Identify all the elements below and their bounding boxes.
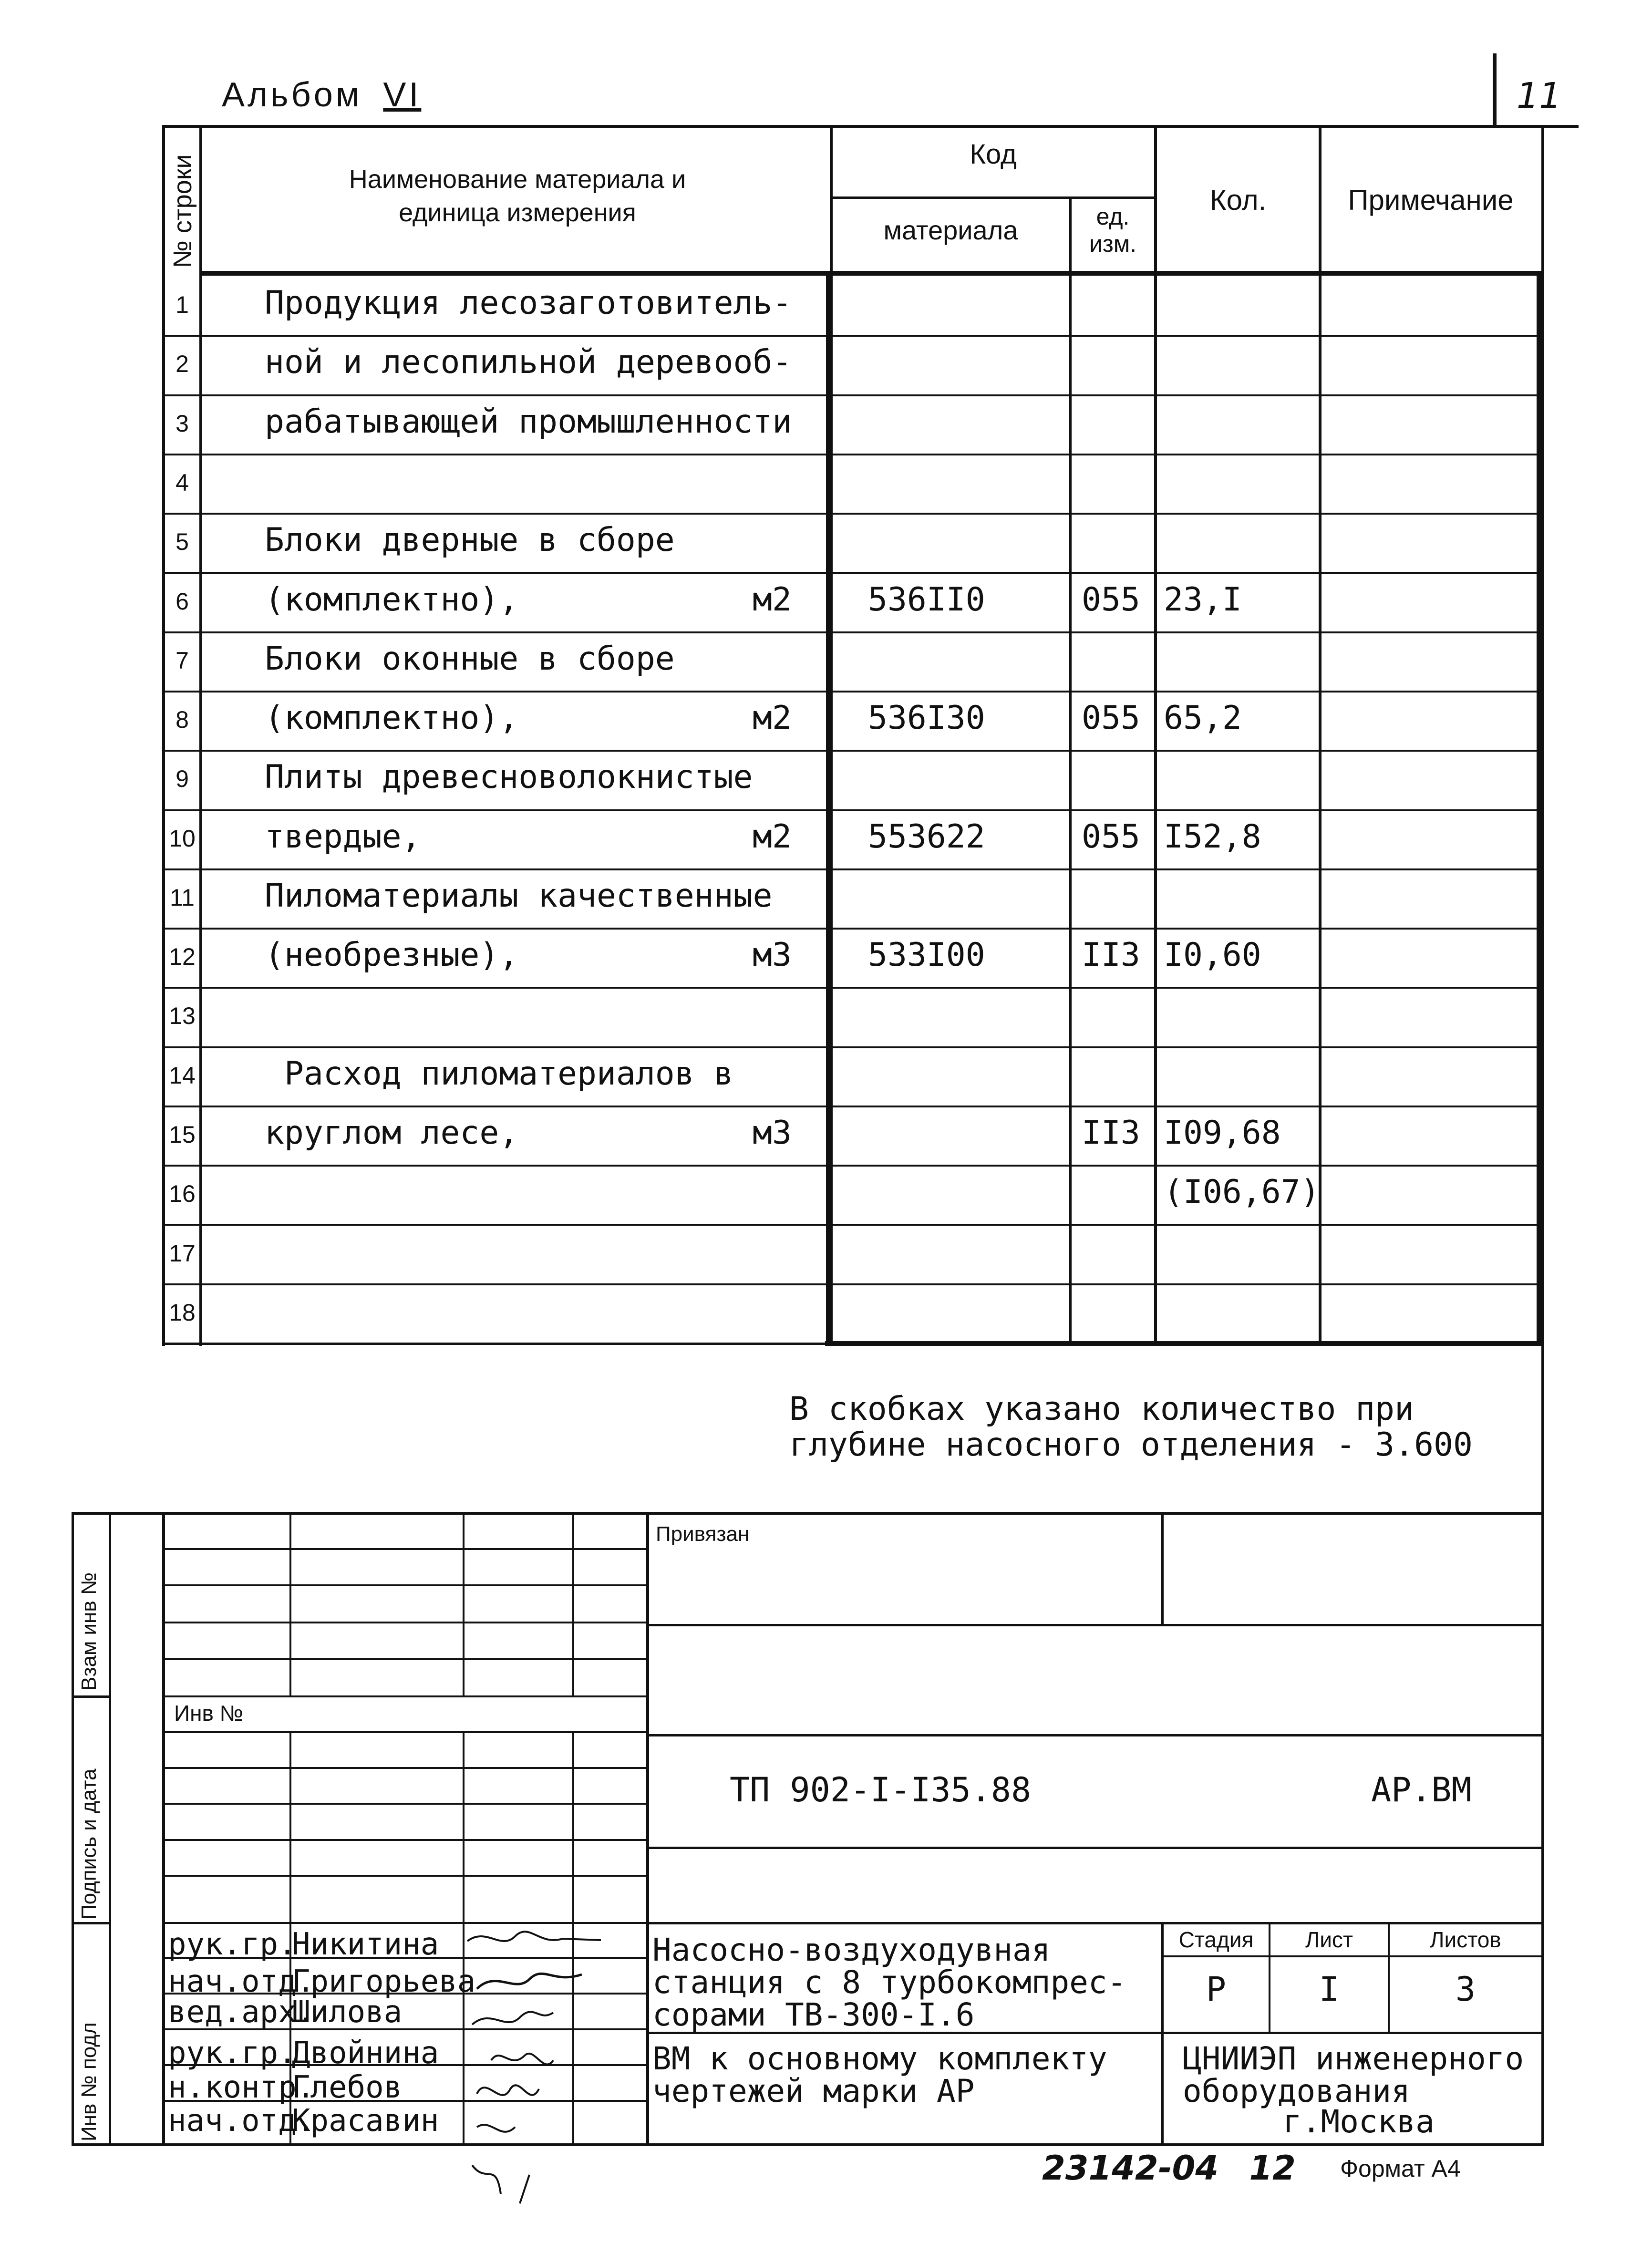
side-vzam-inv: Взам инв № (77, 1572, 101, 1691)
tb-grid-line (162, 1622, 648, 1623)
tb-top (72, 1512, 1544, 1515)
row-quantity: I09,68 (1164, 1114, 1281, 1152)
bold-left-code (826, 271, 832, 1346)
row-divider (162, 1283, 1543, 1285)
row-material-code: 536I30 (868, 699, 985, 737)
header-note: Примечание (1348, 184, 1514, 216)
tb-privyazan-sep (1161, 1512, 1164, 1626)
tb-grid-line (162, 1803, 648, 1805)
signature-role: нач.отд. (168, 1964, 315, 1999)
row-unit: м3 (753, 1114, 792, 1152)
tb-grid-line (162, 1548, 648, 1550)
row-number: 2 (176, 351, 189, 377)
row-unit-code: II3 (1082, 1114, 1140, 1152)
row-number: 12 (169, 943, 196, 970)
header-row-no: № строки (168, 154, 197, 268)
scribble-1 (467, 1932, 601, 1941)
header-material: материала (883, 215, 1018, 245)
row-number: 7 (176, 647, 189, 674)
scribble-5 (477, 2085, 539, 2095)
tb-right (1541, 1512, 1544, 2146)
tb-stage-hdr (1161, 1955, 1543, 1957)
scribble-7 (472, 2165, 529, 2203)
row-material-name: Плиты древесноволокнистые (265, 758, 753, 796)
tb-grid-line (162, 1839, 648, 1841)
header-qty: Кол. (1209, 184, 1267, 216)
row-unit: м3 (753, 936, 792, 974)
tb-grid-line (162, 1658, 648, 1660)
row-material-name: (комплектно), (265, 699, 519, 737)
row-material-name: круглом лесе, (265, 1114, 519, 1152)
tb-inv-no: Инв № (174, 1701, 244, 1726)
page-number: 11 (1517, 75, 1562, 116)
row-number: 18 (169, 1299, 196, 1326)
album-label (222, 75, 421, 114)
row-material-name: Продукция лесозаготовитель- (265, 284, 792, 322)
line-qty-col (1154, 125, 1157, 1346)
row-divider (162, 1046, 1543, 1048)
signature-role: вед.арх. (168, 1995, 315, 2030)
row-divider (162, 335, 1543, 337)
row-material-code: 536II0 (868, 581, 985, 619)
tb-sheet-label: Лист (1305, 1927, 1353, 1952)
side-podpis-data: Подпись и дата (77, 1768, 101, 1920)
tb-left (72, 1512, 74, 2146)
tb-doc-code: ТП 902-I-I35.88 (730, 1770, 1032, 1809)
row-material-name: (комплектно), (265, 581, 519, 619)
row-unit-code: 055 (1082, 818, 1140, 856)
archive-number (1042, 2149, 1296, 2188)
row-divider (162, 1224, 1543, 1226)
signature-role: нач.отд. (168, 2103, 315, 2139)
tb-r-line4 (646, 1922, 1543, 1924)
signature-scribbles (458, 1917, 639, 2222)
footnote-line2: глубине насосного отделения - 3.600 (789, 1426, 1473, 1464)
signature-name: Григорьева (292, 1964, 476, 1999)
row-number: 10 (169, 825, 196, 852)
format-label: Формат А4 (1340, 2155, 1461, 2182)
tb-r-line1 (646, 1624, 1543, 1626)
scribble-4 (491, 2054, 553, 2065)
tb-sheet: I (1319, 1970, 1340, 2009)
tb-grid-line (162, 1875, 648, 1877)
tb-side-sep1 (72, 1695, 110, 1698)
row-divider (162, 513, 1543, 515)
signature-name: Двойнина (292, 2036, 439, 2071)
tb-grid-line (162, 1767, 648, 1769)
scribble-2 (477, 1974, 582, 1989)
row-number: 6 (176, 588, 189, 615)
tb-project-title-1: Насосно-воздуходувная (652, 1932, 1051, 1968)
archive-no: 23142-04 (1042, 2149, 1218, 2188)
tb-sheets: 3 (1455, 1970, 1476, 2009)
row-number: 5 (176, 528, 189, 555)
header-bottom-bold (199, 271, 1544, 276)
row-unit-code: 055 (1082, 581, 1140, 619)
archive-page: 12 (1249, 2149, 1296, 2188)
header-unit-2: изм. (1089, 230, 1137, 257)
signature-name: Глебов (292, 2070, 403, 2105)
tb-doc-title-2: чертежей марки АР (652, 2073, 975, 2109)
tb-sidecol (109, 1512, 111, 2146)
row-unit-code: II3 (1082, 936, 1140, 974)
signature-name: Шилова (292, 1995, 403, 2030)
tb-main-sep (646, 1512, 649, 2146)
table-left-border (162, 125, 165, 1346)
side-inv-podl: Инв № подл (77, 2022, 101, 2141)
row-divider (162, 631, 1543, 633)
row-bottom-line (162, 1343, 830, 1345)
row-number: 17 (169, 1240, 196, 1267)
row-number: 15 (169, 1121, 196, 1148)
row-unit-code: 055 (1082, 699, 1140, 737)
tb-project-title-2: станция с 8 турбокомпрес- (652, 1964, 1126, 2001)
row-unit: м2 (753, 699, 792, 737)
row-number: 4 (176, 469, 189, 496)
row-divider (162, 394, 1543, 396)
row-divider (162, 691, 1543, 692)
row-number: 1 (176, 291, 189, 318)
signature-name: Красавин (292, 2103, 439, 2139)
tb-grid-line (162, 1731, 648, 1733)
row-divider (162, 987, 1543, 989)
tb-org-2: оборудования (1183, 2073, 1410, 2109)
tb-stage: Р (1206, 1970, 1227, 2009)
bold-right (1537, 271, 1542, 1346)
signature-role: рук.гр. (168, 1927, 297, 1962)
row-quantity: (I06,67) (1164, 1173, 1320, 1211)
line-code-sub (830, 196, 1155, 199)
album-number: VI (383, 76, 422, 114)
tb-r-line2 (646, 1734, 1543, 1736)
tb-doc-mark: АР.ВМ (1371, 1770, 1472, 1809)
row-material-name: Расход пиломатериалов в (265, 1055, 733, 1093)
row-material-name: ной и лесопильной деревооб- (265, 343, 792, 381)
tb-grid-v2 (463, 1512, 465, 1695)
row-number: 13 (169, 1002, 196, 1029)
row-material-name: Блоки оконные в сборе (265, 640, 675, 678)
row-material-name: рабатывающей промышленности (265, 403, 792, 441)
row-divider (162, 1106, 1543, 1107)
row-number: 8 (176, 706, 189, 733)
row-material-code: 553622 (868, 818, 985, 856)
tb-org-3: г.Москва (1283, 2103, 1435, 2140)
row-material-code: 533I00 (868, 936, 985, 974)
row-unit: м2 (753, 581, 792, 619)
scribble-3 (472, 2012, 553, 2025)
row-unit: м2 (753, 818, 792, 856)
row-number: 11 (170, 884, 195, 911)
tb-grid-line (162, 1584, 648, 1586)
scribble-6 (477, 2125, 515, 2132)
header-code: Код (970, 139, 1017, 170)
tb-project-title-3: сорами ТВ-300-I.6 (652, 1996, 975, 2033)
signature-name: Никитина (292, 1927, 439, 1962)
row-quantity: 23,I (1164, 581, 1242, 619)
album-word: Альбом (222, 76, 362, 114)
body-bottom-bold (825, 1341, 1544, 1346)
row-material-name: (необрезные), (265, 936, 519, 974)
table-top-border (162, 125, 1579, 128)
row-number: 16 (169, 1180, 196, 1207)
row-number: 3 (176, 410, 189, 437)
row-number: 9 (176, 765, 189, 792)
tb-left2 (162, 1512, 165, 2146)
row-divider (162, 750, 1543, 752)
row-quantity: I0,60 (1164, 936, 1261, 974)
tb-doc-title-1: ВМ к основному комплекту (652, 2040, 1107, 2077)
tb-stage-label: Стадия (1178, 1927, 1254, 1952)
row-divider (162, 454, 1543, 455)
row-material-name: Блоки дверные в сборе (265, 521, 675, 559)
row-divider (162, 572, 1543, 574)
row-divider (162, 1165, 1543, 1167)
footnote-line1: В скобках указано количество при (789, 1390, 1415, 1428)
tb-sheets-label: Листов (1430, 1927, 1501, 1952)
line-unit-col (1069, 196, 1072, 1346)
header-name-line2: единица измерения (399, 198, 636, 227)
tb-side-sep2 (72, 1922, 110, 1924)
row-quantity: I52,8 (1164, 818, 1261, 856)
top-right-mark (1493, 53, 1497, 125)
header-name-line1: Наименование материала и (349, 165, 686, 194)
signature-role: н.контр. (168, 2070, 315, 2105)
line-note-col (1319, 125, 1322, 1346)
row-material-name: твердые, (265, 818, 421, 856)
row-divider (162, 928, 1543, 930)
row-divider (162, 868, 1543, 870)
line-num-col (199, 125, 202, 1346)
tb-org-1: ЦНИИЭП инженерного (1183, 2040, 1524, 2077)
signature-role: рук.гр. (168, 2036, 297, 2071)
row-divider (162, 809, 1543, 811)
header-unit-1: ед. (1096, 203, 1130, 230)
tb-grid-v1 (289, 1512, 291, 1695)
tb-bottom (72, 2143, 1544, 2146)
tb-r-line3 (646, 1847, 1543, 1849)
tb-privyazan: Привязан (656, 1522, 750, 1546)
tb-grid-line (162, 1695, 648, 1697)
row-number: 14 (169, 1062, 196, 1089)
row-material-name: Пиломатериалы качественные (265, 877, 773, 915)
row-quantity: 65,2 (1164, 699, 1242, 737)
tb-grid-v3 (572, 1512, 574, 1695)
